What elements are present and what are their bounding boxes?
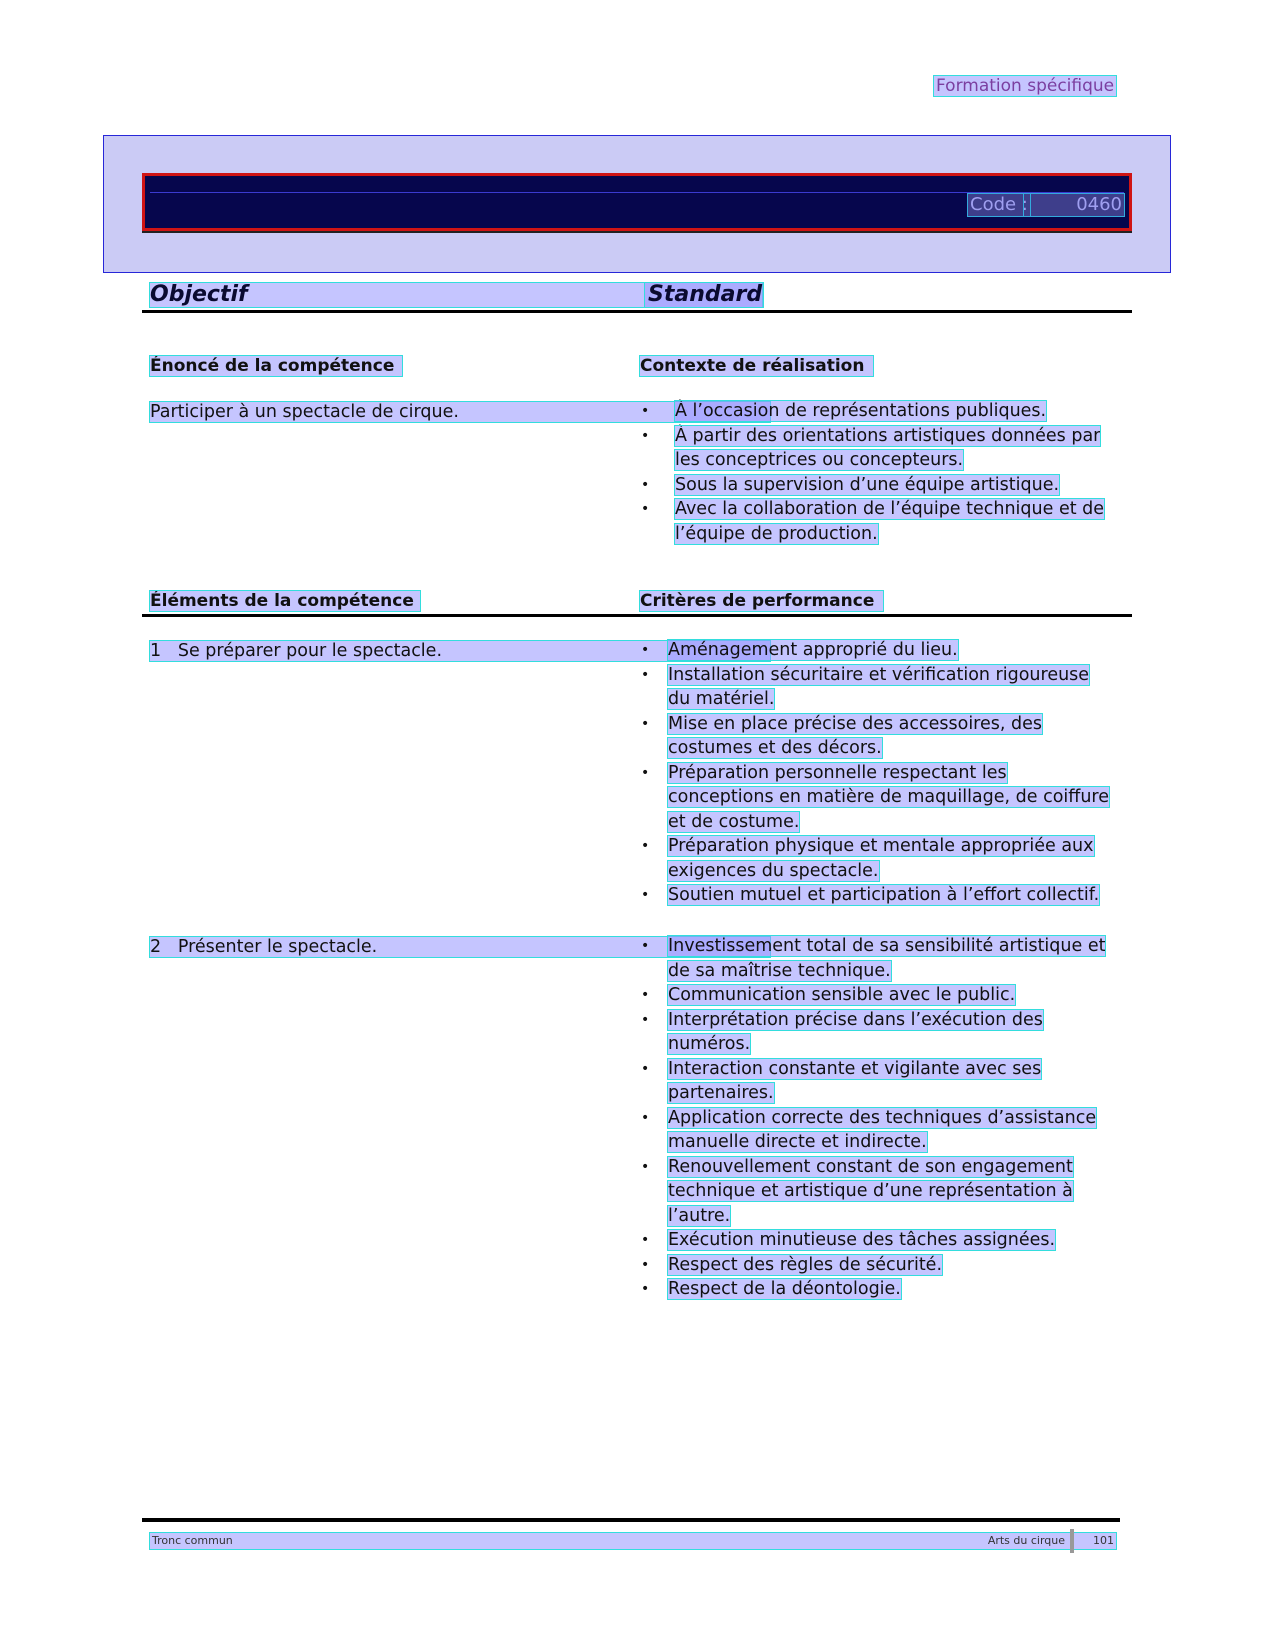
bullet-item: [640, 638, 1115, 663]
element-2-label: Présenter le spectacle.: [177, 937, 378, 957]
bullet-item: [640, 834, 1115, 883]
bullet-icon: •: [641, 642, 650, 658]
bullet-text: À partir des orientations artistiques données par les conceptrices ou concepteurs.: [675, 425, 1101, 470]
bullet-item: [640, 1155, 1115, 1229]
context-list: [640, 399, 1115, 546]
footer-rule: [142, 1518, 1120, 1522]
footer-program: Arts du cirque: [987, 1534, 1066, 1547]
bullet-item: [640, 663, 1115, 712]
objectif-heading: Objectif: [150, 283, 762, 307]
bullet-item: [640, 934, 1115, 983]
bullet-text: Renouvellement constant de son engagement technique et artistique d’une représentation à l’autre.: [668, 1156, 1073, 1226]
bullet-text: Avec la collaboration de l’équipe technique et de l’équipe de production.: [675, 499, 1105, 544]
bullet-text: À l’occasion de représentations publiques.: [675, 401, 1047, 421]
element-1-number: 1: [150, 641, 162, 661]
heading-rule: [142, 310, 1132, 313]
code-separator: [1023, 194, 1031, 216]
section-rule: [142, 614, 1132, 617]
bullet-item: [640, 883, 1115, 908]
realization-context-title: Contexte de réalisation: [640, 356, 873, 376]
criteria-list-1: [640, 638, 1115, 908]
performance-criteria-title: Critères de performance: [640, 591, 883, 611]
bullet-item: [640, 424, 1115, 473]
bullet-icon: •: [641, 764, 650, 781]
bullet-icon: •: [641, 1256, 650, 1273]
bullet-text: Investissement total de sa sensibilité artistique et de sa maîtrise technique.: [668, 936, 1106, 981]
standard-heading: Standard: [645, 283, 763, 307]
element-2-number: 2: [150, 937, 162, 957]
bullet-text: Respect de la déontologie.: [668, 1279, 901, 1299]
bullet-icon: •: [641, 987, 650, 1003]
bullet-icon: •: [641, 1232, 650, 1248]
competence-statement: Participer à un spectacle de cirque.: [150, 402, 770, 422]
bullet-text: Application correcte des techniques d’assistance manuelle directe et indirecte.: [668, 1107, 1097, 1152]
bullet-item: [640, 1008, 1115, 1057]
bullet-text: Préparation physique et mentale appropriée aux exigences du spectacle.: [668, 836, 1094, 881]
bullet-item: [640, 1106, 1115, 1155]
code-label: Code :: [970, 194, 1028, 215]
title-bar-divider: [150, 192, 1124, 193]
bullet-text: Aménagement approprié du lieu.: [668, 640, 958, 660]
bullet-icon: •: [641, 403, 650, 419]
bullet-icon: •: [641, 715, 650, 732]
bullet-text: Préparation personnelle respectant les conceptions en matière de maquillage, de coiffure et de costume.: [668, 762, 1110, 832]
element-1-label: Se préparer pour le spectacle.: [177, 641, 443, 661]
bullet-text: Interaction constante et vigilante avec ses partenaires.: [668, 1058, 1042, 1103]
footer-left-text: Tronc commun: [152, 1534, 233, 1547]
code-value: 0460: [1076, 194, 1122, 215]
bullet-item: [640, 1277, 1115, 1302]
bullet-icon: •: [641, 501, 650, 517]
bullet-icon: •: [641, 1109, 650, 1126]
bullet-item: [640, 1253, 1115, 1278]
bullet-text: Soutien mutuel et participation à l’effort collectif.: [668, 885, 1100, 905]
page-footer: [150, 1533, 1116, 1549]
bullet-text: Sous la supervision d’une équipe artistique.: [675, 474, 1060, 495]
bullet-icon: •: [641, 666, 650, 683]
footer-right-text: [988, 1533, 1114, 1549]
bullet-item: [640, 1057, 1115, 1106]
criteria-list-2: [640, 934, 1115, 1302]
bullet-item: [640, 497, 1115, 546]
bullet-icon: •: [641, 838, 650, 854]
bullet-text: Communication sensible avec le public.: [668, 985, 1016, 1005]
bullet-icon: •: [641, 1060, 650, 1077]
code-field: [968, 194, 1124, 216]
bullet-icon: •: [641, 1011, 650, 1028]
bullet-icon: •: [641, 1158, 650, 1175]
bullet-item: [640, 983, 1115, 1008]
document-section-label: Formation spécifique: [936, 76, 1115, 96]
bullet-item: [640, 1228, 1115, 1253]
bullet-text: Respect des règles de sécurité.: [668, 1254, 943, 1275]
bullet-icon: •: [641, 476, 650, 493]
bullet-icon: •: [641, 427, 650, 444]
bullet-text: Mise en place précise des accessoires, des costumes et des décors.: [668, 713, 1042, 758]
bullet-text: Exécution minutieuse des tâches assignées.: [668, 1230, 1056, 1250]
bullet-text: Installation sécuritaire et vérification rigoureuse du matériel.: [668, 664, 1090, 709]
banner-underline: [142, 231, 1132, 233]
bullet-item: [640, 399, 1115, 424]
competence-elements-title: Éléments de la compétence: [150, 591, 420, 611]
bullet-text: Interprétation précise dans l’exécution des numéros.: [668, 1009, 1043, 1054]
bullet-item: [640, 473, 1115, 498]
bullet-icon: •: [641, 1281, 650, 1297]
page-number: 101: [1093, 1534, 1114, 1547]
bullet-item: [640, 761, 1115, 835]
bullet-icon: •: [641, 938, 650, 954]
bullet-icon: •: [641, 887, 650, 903]
competence-statement-title: Énoncé de la compétence: [150, 356, 402, 376]
bullet-item: [640, 712, 1115, 761]
